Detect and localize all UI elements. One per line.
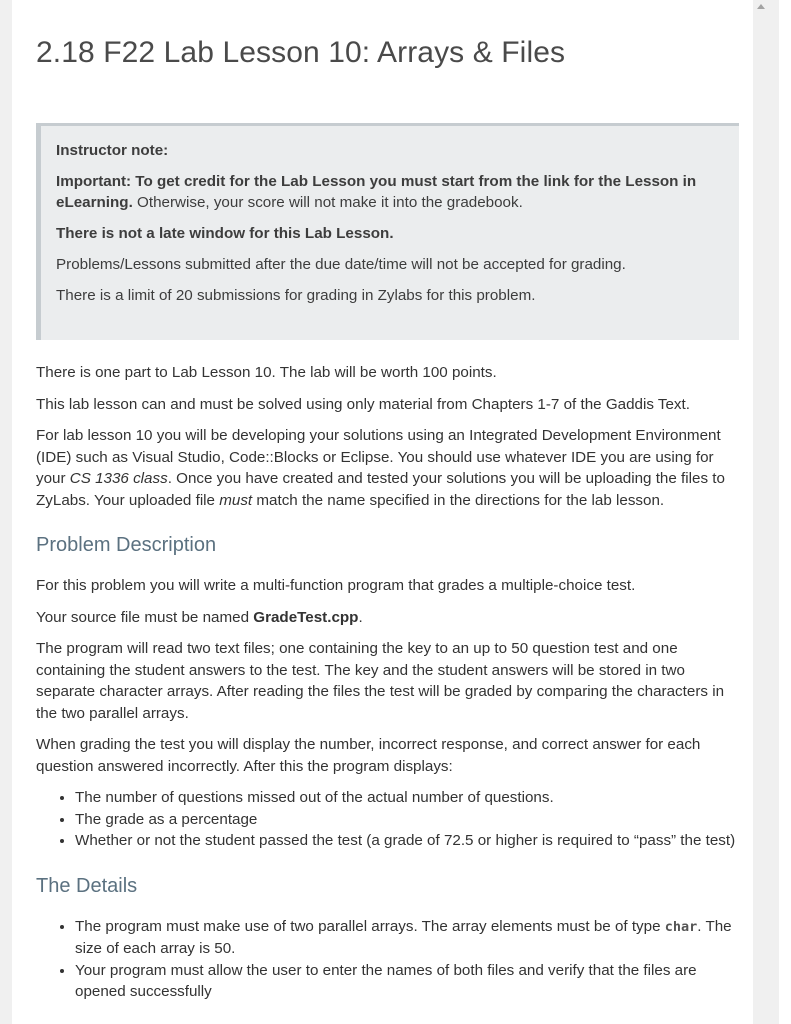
details-heading: The Details — [36, 874, 138, 897]
problem-description-heading: Problem Description — [36, 534, 217, 556]
problem-paragraph-2 — [36, 607, 739, 629]
intro-p3-part-c: match the name specified in the directions for the lab lesson. — [252, 491, 665, 509]
intro-paragraph-2: This lab lesson can and must be solved using only material from Chapters 1-7 of the Gaddis Text. — [36, 395, 690, 413]
vertical-scrollbar[interactable] — [753, 0, 771, 1024]
intro-p3-part-b: . Once you have created and tested your solutions you will be uploading the files to ZyLabs. Your uploaded file — [36, 470, 725, 509]
right-gutter — [779, 0, 791, 1024]
intro-p3-italic: CS 1336 class — [69, 470, 168, 487]
late-policy-text: Problems/Lessons submitted after the due date/time will not be accepted for grading. — [56, 256, 626, 273]
intro-p3-must: must — [219, 491, 253, 509]
intro-paragraph-3 — [36, 425, 739, 511]
source-file-name: GradeTest.cpp — [253, 608, 359, 626]
details-list — [36, 916, 739, 1003]
important-bold-text: Important: To get credit for the Lab Lesson you must start from the link for the Lesson in eLearning. — [56, 173, 697, 211]
instructor-note — [36, 123, 739, 340]
problem-p2-part-b: . — [358, 608, 363, 626]
intro-paragraph-1: There is one part to Lab Lesson 10. The lab will be worth 100 points. — [36, 364, 497, 381]
list-item: • The grade as a percentage — [75, 809, 739, 831]
instructor-note-important — [56, 171, 719, 213]
problem-p2-part-a: Your source file must be named — [36, 608, 254, 626]
details-b1-part-a: The program must make use of two parallel arrays. The array elements must be of type — [75, 917, 665, 935]
char-type-code: char — [664, 918, 698, 935]
details-b1-part-b: . The size of each array is 50. — [75, 917, 732, 957]
list-item — [75, 916, 739, 960]
list-item: • Your program must allow the user to enter the names of both files and verify that the files are opened successfully — [75, 960, 739, 1003]
scroll-up-arrow-icon[interactable] — [757, 4, 765, 9]
late-window-text: There is not a late window for this Lab Lesson. — [56, 225, 394, 242]
intro-p3-part-a: For lab lesson 10 you will be developing your solutions using an Integrated Development Environment (IDE) such as Visual Studio, Code::Blocks or Eclipse. You should use whatever IDE you are using for your — [36, 427, 721, 487]
list-item: • Whether or not the student passed the test (a grade of 72.5 or higher is required to “pass” the test) — [75, 830, 739, 852]
lesson-body — [36, 362, 739, 1013]
problem-paragraph-3: The program will read two text files; one containing the key to an up to 50 question test and one containing the student answers to the test. The key and the student answers will be stored in two separate character arrays. After reading the files the test will be graded by comparing the characters in the two parallel arrays. — [36, 640, 725, 722]
problem-paragraph-1: For this problem you will write a multi-function program that grades a multiple-choice test. — [36, 577, 636, 594]
list-item: • The number of questions missed out of the actual number of questions. — [75, 787, 739, 809]
problem-output-list — [36, 787, 739, 852]
important-rest-text: Otherwise, your score will not make it into the gradebook. — [132, 194, 523, 211]
instructor-note-heading: Instructor note: — [56, 142, 169, 159]
lesson-page — [12, 0, 753, 1024]
problem-paragraph-4: When grading the test you will display the number, incorrect response, and correct answer for each question answered incorrectly. After this the program displays: — [36, 736, 701, 775]
page-title: 2.18 F22 Lab Lesson 10: Arrays & Files — [36, 36, 566, 69]
submission-limit-text: There is a limit of 20 submissions for grading in Zylabs for this problem. — [56, 287, 536, 304]
